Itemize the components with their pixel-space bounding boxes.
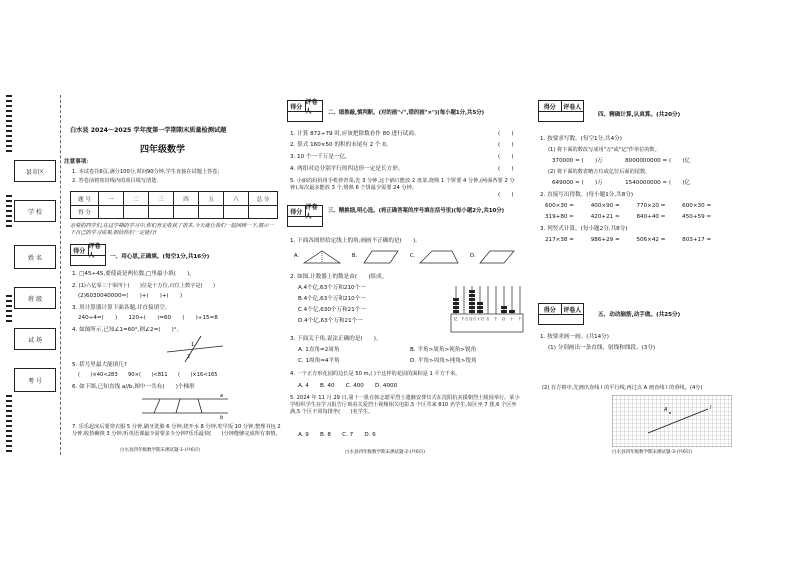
s2-q4-answer[interactable]: ( )	[498, 166, 514, 172]
page2-footer: 白水县四年级数学期末测试题-2-(共6页)	[345, 450, 425, 455]
s4-q1: 1. 按要求写数。(每空1分,共4分)	[540, 136, 622, 142]
s2-q3: 3. 10 个一千万是一亿。	[290, 154, 351, 160]
binding-field-county: 县市区	[14, 160, 56, 182]
section1-score-box-blank[interactable]	[70, 256, 106, 266]
svg-text:十万: 十万	[477, 317, 485, 321]
score-cell[interactable]	[224, 206, 249, 218]
page1-footer: 白水县四年级数学期末测试题-1-(共6页)	[120, 448, 200, 453]
angle-label-2: 2	[187, 354, 191, 360]
score-header-6: 六	[224, 192, 249, 206]
s1-q7: 7. 乐乐起床后要穿衣服 5 分钟,刷牙洗脸 6 分钟,烧开水 8 分钟,吃早饭 10 分钟,整理书包 2 分钟,收拾碗筷 3 分钟,听英语课最少需要多少分钟?乐乐最快( )分钟能够完成所有事情。	[72, 424, 281, 437]
score-cell[interactable]	[124, 206, 149, 218]
score-cell[interactable]	[99, 206, 124, 218]
s3-q5: 5. 2024 年 11 月 29 日,第十一批在韩志愿军烈士遗骸安葬仪式在沈阳抗美援朝烈士陵园举行。某小学组织学生在学习报告厅观看关爱烈士视频相关电影,5 个区共来 810 名学生,每区坐 7 排,6 个区坐满,5 个区不同每排坐( )名学生。	[290, 395, 520, 415]
s3-q1-option-d: D.	[470, 253, 476, 259]
score-header-total: 总 分	[249, 192, 277, 206]
score-box-score: 得分	[539, 101, 562, 111]
s2-q1-answer[interactable]: ( )	[498, 131, 514, 137]
binding-field-exam-no: 考 号	[14, 368, 56, 392]
svg-text:亿: 亿	[454, 317, 458, 321]
s2-q4: 4. 两组对边分别平行的四边形一定是长方形。	[290, 166, 404, 172]
abacus-counter-figure	[450, 284, 525, 334]
trap-label-b: b	[220, 415, 224, 419]
s1-q1: 1. □45÷45,要使商是两位数,□里最小填( )。	[72, 271, 195, 277]
s3-q4: 4. 一个正方形花园的边长是 50 m,( )个这样的花园的面积是 1 平方千米。	[290, 371, 461, 377]
score-cell[interactable]	[149, 206, 174, 218]
score-box-grader: 评卷人	[88, 243, 101, 259]
score-header-5: 五	[199, 192, 224, 206]
s1-q4: 4. 如图所示,已知∠1=60°,则∠2=( )°。	[72, 327, 183, 333]
s3-q1-option-a: A.	[294, 253, 299, 259]
score-box-score: 得分	[71, 245, 89, 255]
s1-q5: 5. 括号里最大能填几?	[72, 362, 127, 368]
s3-q1: 1. 下面各图形给定线上的角,画画不正确的是( )。	[290, 238, 421, 244]
section3-score-box-blank[interactable]	[287, 217, 323, 227]
svg-text:个: 个	[518, 317, 522, 321]
score-header-2: 二	[124, 192, 149, 206]
section5-title: 五、动动脑筋,动手做。(共25分)	[598, 312, 681, 318]
svg-text:百万: 百万	[469, 317, 477, 321]
s3-q1-option-c: C.	[410, 253, 416, 259]
s2-q5: 5. 小丽的妈妈用手机炒青菜,先 3 分钟,这个锅只能放 2 盘菜,烧熟 1 个饼要 4 分钟,(两面各要 2 分钟),每次最多能放 3 个,烙熟 6 个饼最少需要 24 分钟。	[290, 178, 515, 191]
s3-q1-option-b: B.	[352, 253, 358, 259]
svg-text:百: 百	[502, 317, 506, 321]
svg-text:千: 千	[494, 317, 498, 321]
s3-q1-figures	[292, 247, 517, 267]
binding-field-name: 姓 名	[14, 245, 56, 269]
s3-q3: 3. 下面关于角,说法正确的是( )。	[290, 336, 382, 342]
angle-figure	[165, 334, 225, 364]
score-cell[interactable]	[199, 206, 224, 218]
s3-q2-b: B.4个亿,63个万和210个一	[298, 296, 366, 302]
score-header-1: 一	[99, 192, 124, 206]
s2-q2-answer[interactable]: ( )	[498, 142, 514, 148]
section4-title: 四、精确计算,认真算。(共20分)	[598, 112, 681, 118]
grid-point-label: A	[664, 407, 668, 413]
s4-q2: 2. 直接写出得数。(每小题1分,共8分)	[540, 192, 634, 198]
s3-q3-c: C. 1周角=4平角	[298, 358, 340, 364]
score-header-3: 三	[149, 192, 174, 206]
section2-title: 二、细推敲,慎判断。(对的画"√",错的画"×")(每小题1分,共5分)	[328, 110, 485, 116]
section1-title: 一、用心思,正确填。(每空1分,共16分)	[110, 254, 210, 260]
notes-heading: 注意事项：	[64, 159, 92, 165]
s3-q2: 2. 如图,计数器上的数是由( )组成。	[290, 274, 388, 280]
drawing-grid[interactable]	[612, 395, 732, 447]
section3-score-box	[287, 204, 323, 220]
binding-seal-line	[60, 95, 61, 455]
s3-q4-options: A. 4 B. 40 C. 400 D. 4000	[298, 383, 398, 389]
s2-q1: 1. 计算 872÷79 时,应该把除数看作 80 进行试商。	[290, 131, 420, 137]
s5-q1-2: (2) 在方格中,先画出直线 l 的平行线,再过点 A 画直线 l 的垂线。(4分)	[542, 385, 703, 391]
score-cell[interactable]	[249, 206, 277, 218]
s5-q1: 1. 按要求画一画。(共14分)	[540, 334, 609, 340]
s4-q2-row2: 319+80 ≈ 420+21 ≈ 840+40 ≈ 450+59 ≈	[545, 214, 712, 220]
section2-score-box-blank[interactable]	[287, 112, 323, 122]
trap-label-a: a	[220, 393, 224, 399]
trapezoid-figure	[140, 393, 230, 419]
section4-score-box-blank[interactable]	[538, 112, 584, 122]
binding-field-room: 试 场	[14, 328, 56, 350]
s3-q5-options: A. 9 B. 8 C. 7 D. 6	[298, 432, 376, 438]
svg-text:万: 万	[486, 317, 490, 321]
s4-q1-1-items: 370000 = ( )万 8000000000 = ( )亿	[552, 158, 691, 164]
s4-q1-1: (1) 将下面的数改写成用"万"或"亿"作单位的数。	[548, 147, 660, 153]
s3-q2-c: C.4个亿,630个万和21个一	[298, 307, 366, 313]
s1-q3-calc: 240÷4=( ) 120÷( )=60 ( )÷15=8	[78, 315, 218, 321]
s1-q5-items: ( )×40<283 90×( )<811 ( )×16<165	[78, 372, 218, 378]
s5-q1-1: (1) 分别画出一条直线、射线和线段。(3分)	[548, 345, 656, 351]
svg-text:十: 十	[510, 317, 514, 321]
s4-q2-row1: 600×30 = 400×90 = 770×20 = 600×30 =	[545, 203, 712, 209]
s2-q5-answer[interactable]: ( )	[498, 192, 514, 198]
s2-q2: 2. 算式 160×50 的积的末尾有 2 个 0。	[290, 142, 392, 148]
s1-q3: 3. 用计算器计算下面各题,并直接填空。	[72, 305, 171, 311]
s3-q2-a: A.4个亿,63个万和210个一	[298, 285, 366, 291]
greeting-text: 亲爱的同学们,在这学期的学习中,你们肯定收获了很多,今天就让我们一起回顾一下,展示一下自己的学习成果,相信你们一定能行!	[70, 223, 274, 236]
exam-subject: 四年级数学	[140, 145, 186, 155]
score-summary-table	[70, 191, 278, 219]
page3-footer: 白水县四年级数学期末测试题-3-(共6页)	[612, 450, 692, 455]
s1-q2-1: 2. (1)六亿零三千零四十( )位是十万位,百位上数字是( )	[72, 283, 216, 289]
section1-score-box	[70, 243, 106, 259]
s3-q3-d: D. 平角>周角>钝角>锐角	[410, 358, 477, 364]
score-box-grader: 评卷人	[563, 306, 582, 314]
section2-score-box	[287, 99, 323, 115]
s4-q3: 3. 列竖式计算。(每小题2分,共8分)	[540, 226, 628, 232]
s1-q6: 6. 如下图,已知直线 a//b,图中一共有( )个梯形	[72, 384, 195, 390]
section5-score-box-blank[interactable]	[538, 315, 584, 325]
score-header-label: 题 号	[71, 192, 99, 206]
s2-q3-answer[interactable]: ( )	[498, 154, 514, 160]
score-box-grader: 评卷人	[305, 204, 318, 220]
svg-text:千万: 千万	[461, 317, 469, 321]
score-box-grader: 评卷人	[563, 103, 582, 111]
score-box-score: 得分	[288, 101, 306, 111]
section5-score-box	[538, 303, 584, 315]
notes-item-1: 1. 本试卷共6页,满分100分,时间90分钟,学生直接在试题上答卷;	[72, 169, 220, 175]
binding-ticks	[6, 95, 12, 455]
notes-item-2: 2. 答卷前将密封线内的项目填写清楚.	[72, 178, 159, 184]
s3-q2-d: D.4个亿,63个万和21个一	[298, 318, 363, 324]
score-cell[interactable]	[174, 206, 199, 218]
s4-q3-items: 217×38 = 986+29 = 506×42 = 803+17 =	[545, 237, 712, 243]
grid-line-label: l	[710, 405, 712, 411]
score-box-score: 得分	[288, 206, 306, 216]
section4-score-box	[538, 100, 584, 112]
s4-q1-2-items: 649000 ≈ ( )万 1540000000 ≈ ( )亿	[552, 180, 691, 186]
s1-q2-2: (2)6030040000≈( )+( )+( )	[78, 293, 183, 299]
score-box-score: 得分	[539, 304, 562, 314]
binding-field-class: 班 级	[14, 287, 56, 309]
score-box-grader: 评卷人	[305, 99, 318, 115]
section3-title: 三、精挑细,明心选。(将正确答案的序号填在括号里)(每小题2分,共10分)	[328, 208, 505, 214]
exam-title: 白水县 2024～2025 学年度第一学期期末质量检测试题	[70, 127, 227, 134]
score-header-4: 四	[174, 192, 199, 206]
s4-q1-2: (2) 将下面的数省略万位或亿位后面的尾数。	[548, 169, 651, 175]
binding-field-school: 学 校	[14, 200, 56, 222]
angle-label-1: 1	[191, 342, 195, 348]
s3-q3-b: B. 平角>周角>钝角>锐角	[410, 347, 477, 353]
s3-q3-a: A. 1直角=2周角	[298, 347, 340, 353]
score-row-label: 得 分	[71, 206, 99, 218]
